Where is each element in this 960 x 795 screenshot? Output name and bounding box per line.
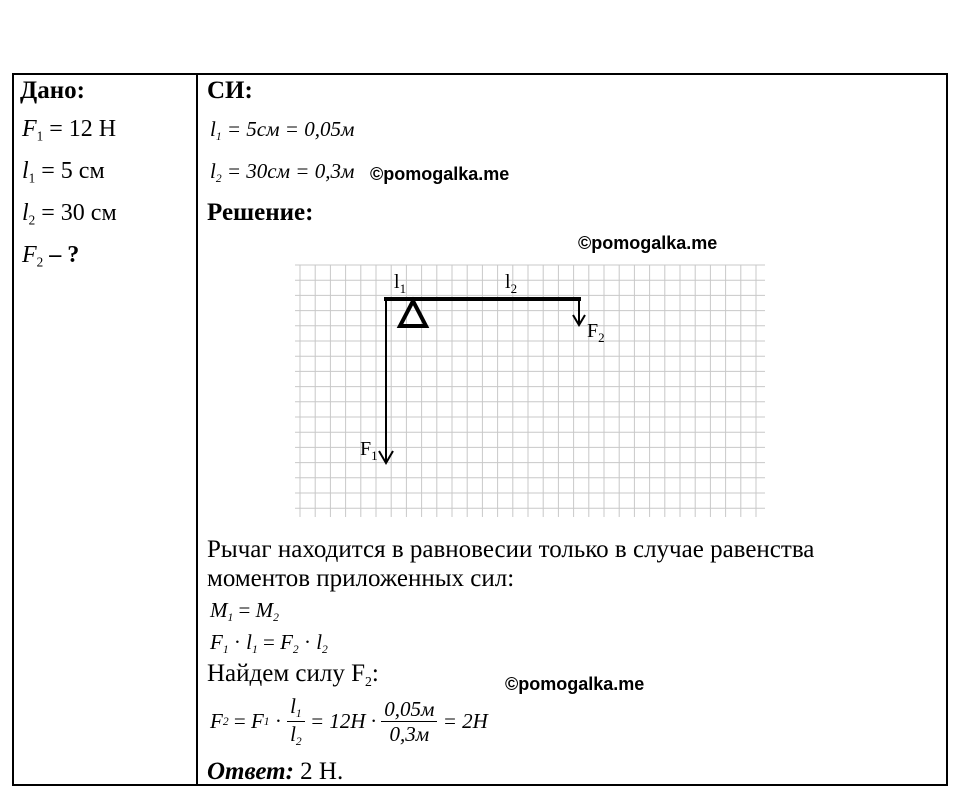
watermark-1: ©pomogalka.me	[370, 164, 510, 184]
answer	[207, 758, 343, 786]
given-l2-sub: 2	[28, 212, 36, 228]
label-l1: $l_1$	[394, 271, 407, 296]
answer-label: Ответ:	[207, 758, 294, 785]
given-f2-symbol: F	[22, 242, 37, 268]
equation-moments: $M_1 = M_2$	[210, 598, 279, 625]
solution-text-line-1: Рычаг находится в равновесии только в случае равенства	[207, 536, 815, 563]
given-f1	[22, 116, 116, 145]
grid-paper	[295, 265, 770, 517]
si-l2-value: = 30см = 0,3м	[221, 159, 355, 183]
find-force-text: Найдем силу $F_2$:	[207, 660, 379, 689]
given-l1-symbol: l	[22, 158, 29, 184]
column-divider	[196, 73, 198, 786]
solution-text-line-2: моментов приложенных сил:	[207, 565, 515, 592]
fraction-l1-l2: $\frac{l_1}{l_2}$	[287, 694, 305, 750]
given-l1-value: = 5 см	[35, 158, 105, 184]
given-l1-sub: 1	[28, 170, 36, 186]
given-f1-value: = 12 Н	[43, 116, 117, 142]
given-l2	[22, 200, 117, 229]
given-l2-symbol: l	[22, 200, 29, 226]
given-f2-unknown	[22, 242, 79, 271]
label-l2: $l_2$	[505, 271, 518, 296]
si-l1-symbol: l	[210, 117, 216, 141]
fraction-values: $\frac{0,05м}{0,3м}$	[381, 697, 437, 746]
solution-title: Решение:	[207, 199, 314, 226]
given-title: Дано:	[20, 77, 85, 104]
si-l2-symbol: l	[210, 159, 216, 183]
si-title: СИ:	[207, 77, 253, 104]
given-f1-symbol: F	[22, 116, 37, 142]
watermark-2: ©pomogalka.me	[578, 233, 718, 253]
equation-forces: $F_1 \cdot l_1 = F_2 \cdot l_2$	[210, 630, 328, 657]
label-f2: $F_2$	[587, 320, 605, 345]
si-l1-sub: 1	[215, 131, 222, 144]
answer-value: 2 Н.	[293, 758, 344, 785]
equation-result: F 2 = F 1 · $\frac{l_1}{l_2}$ = 12Н · $\frac{0,05м}{0,3м}$ = 2Н	[210, 694, 488, 749]
given-f2-sub: 2	[36, 254, 44, 270]
si-l2-sub: 2	[215, 173, 222, 186]
watermark-3: ©pomogalka.me	[505, 674, 645, 694]
label-f1: $F_1$	[360, 438, 378, 463]
si-l1-value: = 5см = 0,05м	[221, 117, 355, 141]
given-l1	[22, 158, 105, 187]
si-l1	[210, 117, 354, 143]
given-f2-question: – ?	[43, 242, 80, 268]
given-f1-sub: 1	[36, 128, 44, 144]
given-l2-value: = 30 см	[35, 200, 117, 226]
si-l2	[210, 159, 354, 185]
lever-diagram	[290, 255, 770, 525]
